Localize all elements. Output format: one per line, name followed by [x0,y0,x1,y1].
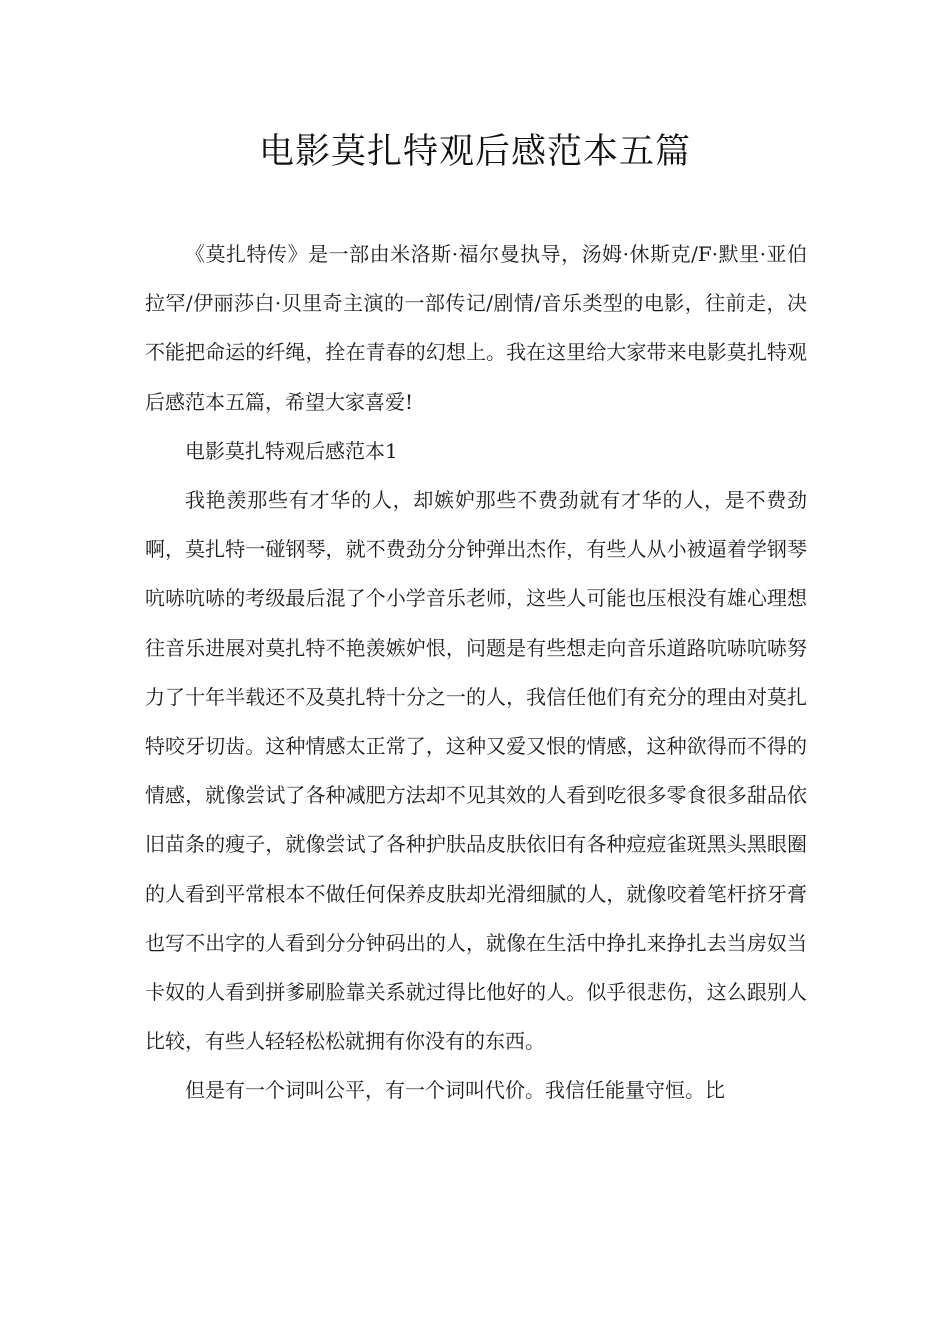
body-paragraph: 但是有一个词叫公平，有一个词叫代价。我信任能量守恒。比 [185,1078,725,1103]
section-heading: 电影莫扎特观后感范本1 [185,438,398,463]
document-title: 电影莫扎特观后感范本五篇 [258,132,691,172]
body-paragraph: 我艳羡那些有才华的人，却嫉妒那些不费劲就有才华的人，是不费劲啊，莫扎特一碰钢琴，就不费劲分分钟弹出杰作，有些人从小被逼着学钢琴吭哧吭哧的考级最后混了个小学音乐老师，这些人可能也压根没有雄心理想往音乐进展对莫扎特不艳羡嫉妒恨，问题是有些想走向音乐道路吭哧吭哧努力了十年半载还不及莫扎特十分之一的人，我信任他们有充分的理由对莫扎特咬牙切齿。这种情感太正常了，这种又爱又恨的情感，这种欲得而不得的情感，就像尝试了各种减肥方法却不见其效的人看到吃很多零食很多甜品依旧苗条的瘦子，就像尝试了各种护肤品皮肤依旧有各种痘痘雀斑黑头黑眼圈的人看到平常根本不做任何保养皮肤却光滑细腻的人，就像咬着笔杆挤牙膏也写不出字的人看到分分钟码出的人，就像在生活中挣扎来挣扎去当房奴当卡奴的人看到拼爹刷脸靠关系就过得比他好的人。似乎很悲伤，这么跟别人比较，有些人轻轻松松就拥有你没有的东西。 [145,488,807,1054]
document-body [145,230,807,1116]
intro-paragraph: 《莫扎特传》是一部由米洛斯·福尔曼执导，汤姆·休斯克/F·默里·亚伯拉罕/伊丽莎白·贝里奇主演的一部传记/剧情/音乐类型的电影，往前走，决不能把命运的纤绳，拴在青春的幻想上。我在这里给大家带来电影莫扎特观后感范本五篇，希望大家喜爱! [145,242,807,414]
